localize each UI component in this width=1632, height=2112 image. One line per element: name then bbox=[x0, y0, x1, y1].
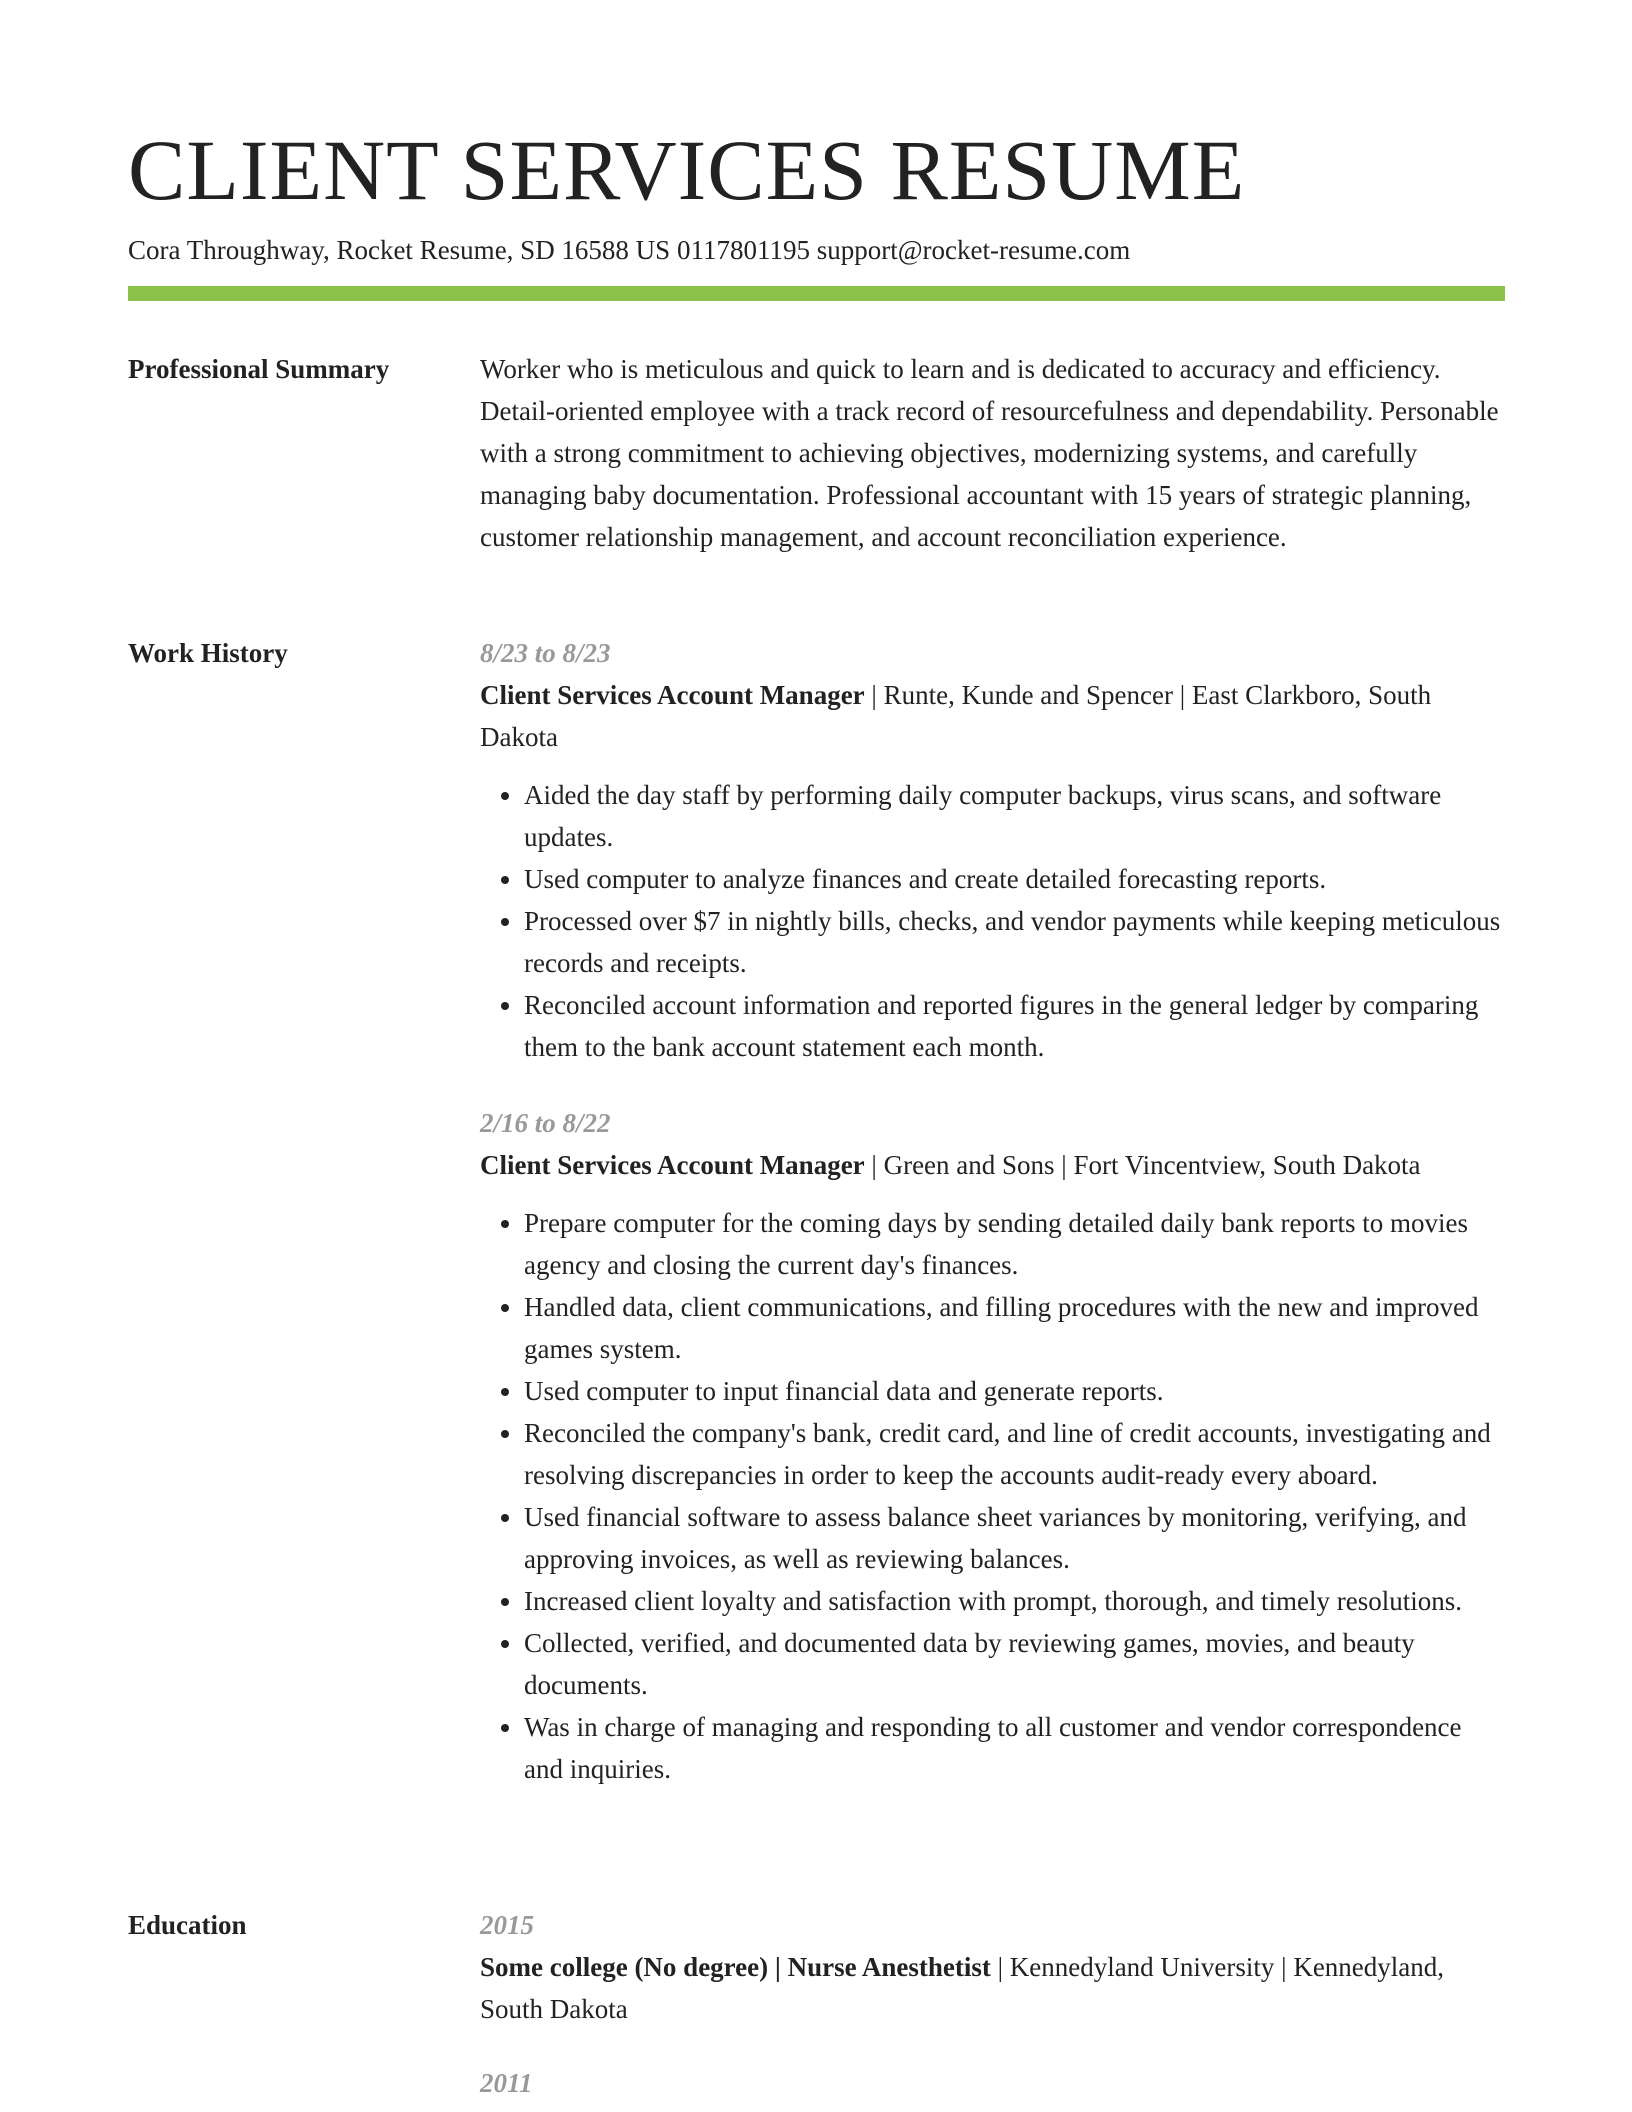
job-details: | Green and Sons | Fort Vincentview, South Dakota bbox=[864, 1150, 1421, 1180]
job-dates: 8/23 to 8/23 bbox=[480, 638, 611, 668]
work-history-body bbox=[480, 632, 1505, 1790]
job-bullet: • Used computer to analyze finances and create detailed forecasting reports. bbox=[524, 858, 1505, 900]
job-title: Client Services Account Manager bbox=[480, 1150, 865, 1180]
education-heading bbox=[480, 1946, 1505, 2030]
education-year: 2011 bbox=[480, 2068, 533, 2098]
job-bullet: • Increased client loyalty and satisfaction with prompt, thorough, and timely resolutions. bbox=[524, 1580, 1505, 1622]
resume-title: CLIENT SERVICES RESUME bbox=[128, 122, 1246, 218]
work-history-label: Work History bbox=[128, 638, 288, 668]
summary-label: Professional Summary bbox=[128, 354, 390, 384]
job-bullet: • Reconciled account information and reported figures in the general ledger by comparing them to the bank account statement each month. bbox=[524, 984, 1505, 1068]
contact-line: Cora Throughway, Rocket Resume, SD 16588 US 0117801195 support@rocket-resume.com bbox=[128, 235, 1131, 265]
job-dates: 2/16 to 8/22 bbox=[480, 1108, 611, 1138]
job-heading bbox=[480, 674, 1505, 758]
education-entry bbox=[480, 1904, 1505, 2030]
job-bullets bbox=[480, 774, 1505, 1068]
job-bullet: • Aided the day staff by performing daily computer backups, virus scans, and software updates. bbox=[524, 774, 1505, 858]
header-divider bbox=[128, 286, 1505, 301]
job-heading bbox=[480, 1144, 1505, 1186]
education-details: | Kennedyland University | Kennedyland, South Dakota bbox=[480, 1952, 1445, 2024]
education-degree: Some college (No degree) | Nurse Anesthetist bbox=[480, 1952, 991, 1982]
job-details: | Runte, Kunde and Spencer | East Clarkboro, South Dakota bbox=[480, 680, 1432, 752]
education-label: Education bbox=[128, 1910, 247, 1940]
job-entry bbox=[480, 632, 1505, 1068]
job-bullet: • Collected, verified, and documented data by reviewing games, movies, and beauty documents. bbox=[524, 1622, 1505, 1706]
job-bullets bbox=[480, 1202, 1505, 1790]
education-year: 2015 bbox=[480, 1910, 534, 1940]
job-title: Client Services Account Manager bbox=[480, 680, 865, 710]
summary-text: Worker who is meticulous and quick to learn and is dedicated to accuracy and efficiency. Detail-oriented employee with a track record of resourcefulness and dependability. Personable with a strong commitment to achieving objectives, modernizing systems, and carefully managing baby documentation. Professional accountant with 15 years of strategic planning, customer relationship management, and account reconciliation experience. bbox=[480, 354, 1499, 552]
job-bullet: • Was in charge of managing and responding to all customer and vendor correspondence and inquiries. bbox=[524, 1706, 1505, 1790]
job-bullet: • Prepare computer for the coming days by sending detailed daily bank reports to movies agency and closing the current day's finances. bbox=[524, 1202, 1505, 1286]
job-entry bbox=[480, 1102, 1505, 1790]
job-bullet: • Handled data, client communications, and filling procedures with the new and improved games system. bbox=[524, 1286, 1505, 1370]
job-bullet: • Reconciled the company's bank, credit card, and line of credit accounts, investigating and resolving discrepancies in order to keep the accounts audit-ready every aboard. bbox=[524, 1412, 1505, 1496]
job-bullet: • Processed over $7 in nightly bills, checks, and vendor payments while keeping meticulous records and receipts. bbox=[524, 900, 1505, 984]
education-body bbox=[480, 1904, 1505, 2104]
summary-body bbox=[480, 348, 1505, 558]
job-bullet: • Used computer to input financial data and generate reports. bbox=[524, 1370, 1505, 1412]
education-entry bbox=[480, 2062, 1505, 2104]
job-bullet: • Used financial software to assess balance sheet variances by monitoring, verifying, and approving invoices, as well as reviewing balances. bbox=[524, 1496, 1505, 1580]
